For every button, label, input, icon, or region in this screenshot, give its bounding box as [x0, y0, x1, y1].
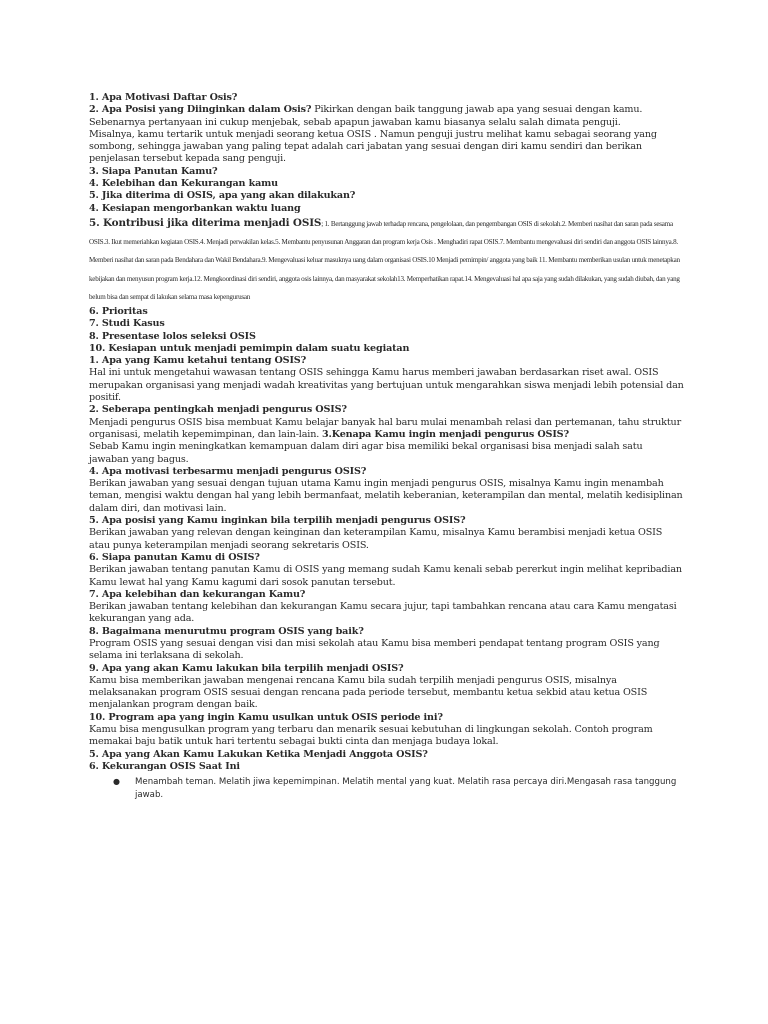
question-2: 2. Seberapa pentingkah menjadi pengurus OSIS?: [89, 404, 347, 416]
question-5: 5. Apa posisi yang Kamu inginkan bila terpilih menjadi pengurus OSIS?: [89, 515, 466, 527]
heading-kesiapan-pemimpin: 10. Kesiapan untuk menjadi pemimpin dalam suatu kegiatan: [89, 342, 410, 354]
list-item: [89, 776, 684, 801]
question-4: 4. Apa motivasi terbesarmu menjadi pengurus OSIS?: [89, 465, 367, 477]
heading-panutan: 3. Siapa Panutan Kamu?: [89, 165, 218, 177]
answer-9: Kamu bisa memberikan jawaban mengenai rencana Kamu bila sudah terpilih menjadi pengurus OSIS, misalnya melaksanakan program OSIS sesuai dengan rencana pada periode tersebut, membantu ketua sekbid atau ketua OSIS menjalankan program dengan baik.: [89, 674, 648, 711]
heading-motivasi: 1. Apa Motivasi Daftar Osis?: [89, 92, 238, 103]
paragraph-kontribusi: [89, 214, 684, 306]
heading-studi-kasus: 7. Studi Kasus: [89, 318, 165, 330]
document-page: [89, 92, 684, 801]
question-kekurangan: 6. Kekurangan OSIS Saat Ini: [89, 760, 240, 772]
bullet-icon: ●: [113, 777, 120, 787]
heading-posisi: 2. Apa Posisi yang Diinginkan dalam Osis?: [89, 104, 312, 116]
heading-kelebihan: 4. Kelebihan dan Kekurangan kamu: [89, 178, 278, 190]
heading-kontribusi: 5. Kontribusi jika diterima menjadi OSIS: [89, 216, 322, 229]
question-10: 10. Program apa yang ingin Kamu usulkan untuk OSIS periode ini?: [89, 711, 443, 723]
text-posisi-a: Pikirkan dengan baik tanggung jawab apa yang sesuai dengan kamu. Sebenarnya pertanyaan ini cukup menjebak, sebab apapun jawaban kamu biasanya selalu salah dimata penguji.: [89, 104, 643, 128]
answer-7: Berikan jawaban tentang kelebihan dan kekurangan Kamu secara jujur, tapi tambahkan rencana atau cara Kamu mengatasi kekurangan yang ada.: [89, 601, 677, 625]
paragraph-posisi: [89, 104, 684, 129]
answer-3: Sebab Kamu ingin meningkatkan kemampuan dalam diri agar bisa memiliki bekal organisasi bisa menjadi salah satu jawaban yang bagus.: [89, 441, 643, 465]
question-7: 7. Apa kelebihan dan kekurangan Kamu?: [89, 588, 306, 600]
question-8: 8. Bagaimana menurutmu program OSIS yang baik?: [89, 625, 364, 637]
answer-8: Program OSIS yang sesuai dengan visi dan misi sekolah atau Kamu bisa memberi pendapat tentang program OSIS yang selama ini terlaksana di sekolah.: [89, 638, 660, 662]
heading-presentase: 8. Presentase lolos seleksi OSIS: [89, 330, 256, 342]
question-6: 6. Siapa panutan Kamu di OSIS?: [89, 551, 260, 563]
heading-prioritas: 6. Prioritas: [89, 305, 148, 317]
bullet-text: Menambah teman. Melatih jiwa kepemimpinan. Melatih mental yang kuat. Melatih rasa percaya diri.Mengasah rasa tanggung jawab.: [135, 777, 677, 800]
question-9: 9. Apa yang akan Kamu lakukan bila terpilih menjadi OSIS?: [89, 662, 404, 674]
answer-4: Berikan jawaban yang sesuai dengan tujuan utama Kamu ingin menjadi pengurus OSIS, misalnya Kamu ingin menambah teman, mengisi waktu dengan hal yang lebih bermanfaat, melatih keberanian, keterampilan dan mental, melatih kedisiplinan dalam diri, dan motivasi lain.: [89, 478, 683, 514]
answer-2: Menjadi pengurus OSIS bisa membuat Kamu belajar banyak hal baru mulai menambah relasi dan pertemanan, tahu struktur organisasi, melatih kepemimpinan, dan lain-lain.: [89, 416, 682, 440]
heading-kesiapan-waktu: 4. Kesiapan mengorbankan waktu luang: [89, 202, 301, 214]
bullet-list: [89, 776, 684, 801]
text-kontribusi: ; 1. Bertanggung jawab terhadap rencana, pengelolaan, dan pengembangan OSIS di sekolah.2. Memberi nasihat dan saran pada sesama OSIS.3. Ikut memeriahkan kegiatan OSIS.4. Menjadi perwakilan kelas.5. Membantu penyusunan Anggaran dan program kerja Osis . Menghadiri rapat OSIS.7. Membantu mengevaluasi diri sendiri dan anggota OSIS lainnya.8. Memberi nasihat dan saran pada Bendahara dan Wakil Bendahara.9. Mengevaluasi keluar masuknya uang dalam organisasi OSIS.10 Menjadi pemimpin/ anggota yang baik 11. Membantu memberikan usulan untuk menetapkan kebijakan dan menyusun program kerja.12. Mengkoordinasi diri sendiri, anggota osis lainnya, dan masyarakat sekolah13. Memperhatikan rapat.14. Mengevaluasi hal apa saja yang sudah dilakukan, yang sudah diubah, dan yang belum bisa dan sempat di lakukan selama masa kepengurusan: [89, 219, 680, 301]
question-1: 1. Apa yang Kamu ketahui tentang OSIS?: [89, 355, 307, 367]
heading-jika-diterima: 5. Jika diterima di OSIS, apa yang akan dilakukan?: [89, 190, 356, 202]
text-posisi-b: Misalnya, kamu tertarik untuk menjadi seorang ketua OSIS . Namun penguji justru melihat kamu sebagai seorang yang sombong, sehingga jawaban yang paling tepat adalah cari jabatan yang sesuai dengan diri kamu sendiri dan berikan penjelasan tersebut kepada sang penguji.: [89, 128, 657, 165]
answer-2-paragraph: [89, 417, 684, 442]
question-anggota: 5. Apa yang Akan Kamu Lakukan Ketika Menjadi Anggota OSIS?: [89, 748, 428, 760]
question-3: 3.Kenapa Kamu ingin menjadi pengurus OSIS?: [322, 428, 569, 440]
answer-1: Hal ini untuk mengetahui wawasan tentang OSIS sehingga Kamu harus memberi jawaban berdasarkan riset awal. OSIS merupakan organisasi yang menjadi wadah kreativitas yang bertujuan untuk mengarahkan siswa menjadi lebih potensial dan positif.: [89, 367, 684, 404]
answer-5: Berikan jawaban yang relevan dengan keinginan dan keterampilan Kamu, misalnya Kamu berambisi menjadi ketua OSIS atau punya keterampilan menjadi seorang sekretaris OSIS.: [89, 527, 663, 551]
answer-10: Kamu bisa mengusulkan program yang terbaru dan menarik sesuai kebutuhan di lingkungan sekolah. Contoh program memakai baju batik untuk hari tertentu sebagai bukti cinta dan menjaga budaya lokal.: [89, 724, 653, 748]
answer-6: Berikan jawaban tentang panutan Kamu di OSIS yang memang sudah Kamu kenali sebab pererkut ingin melihat kepribadian Kamu lewat hal yang Kamu kagumi dari sosok panutan tersebut.: [89, 564, 682, 588]
